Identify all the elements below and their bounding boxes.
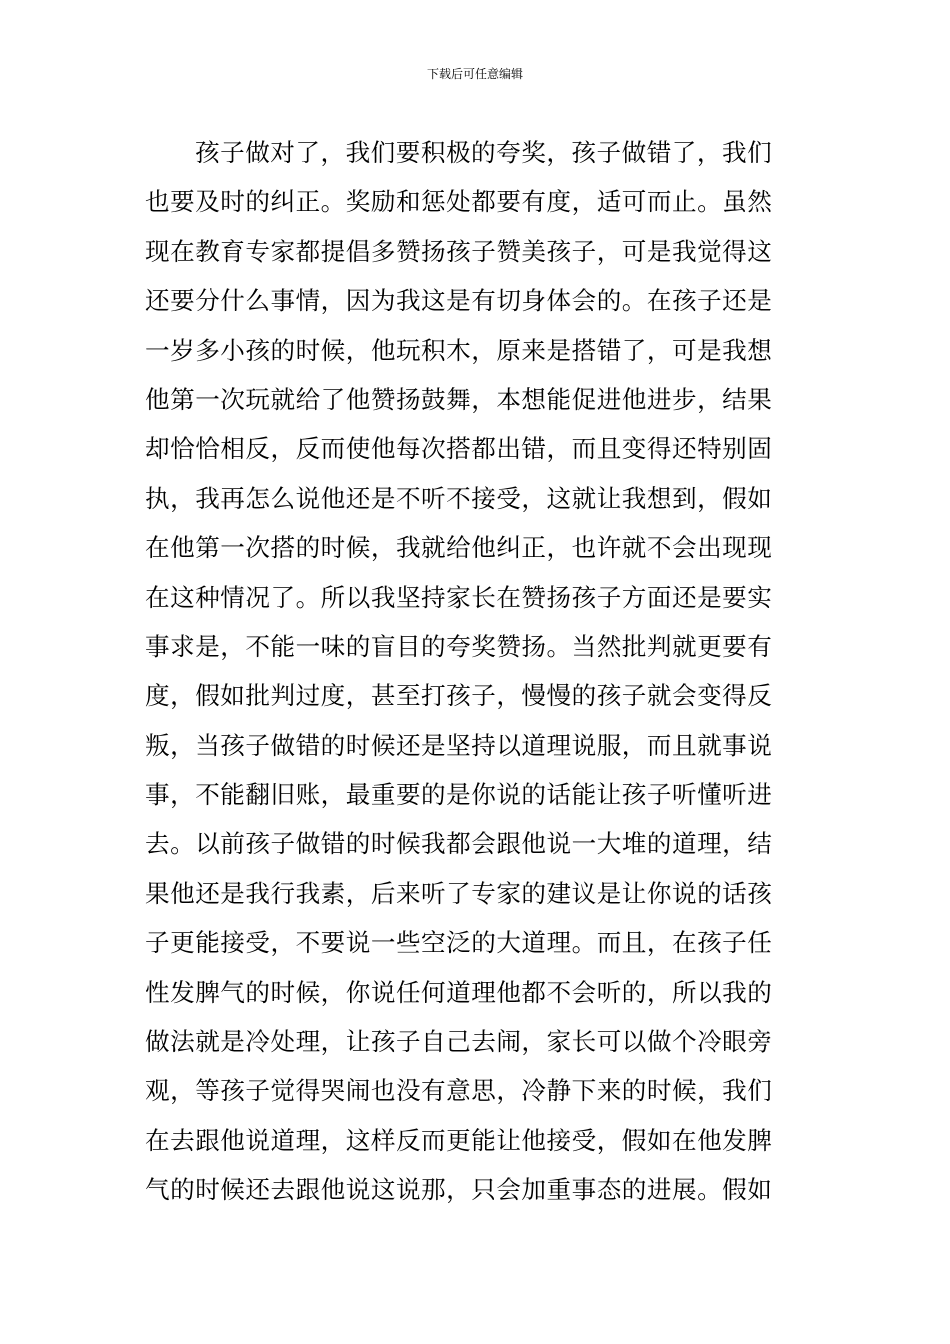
text-line: 还要分什么事情，因为我这是有切身体会的。在孩子还是 <box>145 286 773 316</box>
text-line: 一岁多小孩的时候，他玩积木，原来是搭错了，可是我想 <box>145 335 773 365</box>
text-line: 现在教育专家都提倡多赞扬孩子赞美孩子，可是我觉得这 <box>145 236 773 266</box>
text-line: 做法就是冷处理，让孩子自己去闹，家长可以做个冷眼旁 <box>145 1027 773 1057</box>
text-line: 观，等孩子觉得哭闹也没有意思，冷静下来的时候，我们 <box>145 1076 773 1106</box>
text-line: 果他还是我行我素，后来听了专家的建议是让你说的话孩 <box>145 878 773 908</box>
text-line: 也要及时的纠正。奖励和惩处都要有度，适可而止。虽然 <box>145 187 773 217</box>
text-line: 事，不能翻旧账，最重要的是你说的话能让孩子听懂听进 <box>145 780 773 810</box>
text-line: 去。以前孩子做错的时候我都会跟他说一大堆的道理，结 <box>145 829 773 859</box>
text-line: 子更能接受，不要说一些空泛的大道理。而且，在孩子任 <box>145 928 773 958</box>
text-line: 执，我再怎么说他还是不听不接受，这就让我想到，假如 <box>145 483 773 513</box>
text-line: 在去跟他说道理，这样反而更能让他接受，假如在他发脾 <box>145 1125 773 1155</box>
text-line: 气的时候还去跟他说这说那，只会加重事态的进展。假如 <box>145 1175 773 1205</box>
body-paragraph <box>145 128 810 1215</box>
text-line: 他第一次玩就给了他赞扬鼓舞，本想能促进他进步，结果 <box>145 384 773 414</box>
text-line: 孩子做对了，我们要积极的夸奖，孩子做错了，我们 <box>195 138 773 167</box>
text-line: 度，假如批判过度，甚至打孩子，慢慢的孩子就会变得反 <box>145 681 773 711</box>
text-line: 在这种情况了。所以我坚持家长在赞扬孩子方面还是要实 <box>145 582 773 612</box>
text-line: 在他第一次搭的时候，我就给他纠正，也许就不会出现现 <box>145 533 773 563</box>
text-line: 却恰恰相反，反而使他每次搭都出错，而且变得还特别固 <box>145 434 773 464</box>
text-line: 事求是，不能一味的盲目的夸奖赞扬。当然批判就更要有 <box>145 631 773 661</box>
text-line: 性发脾气的时候，你说任何道理他都不会听的，所以我的 <box>145 977 773 1007</box>
text-line: 叛，当孩子做错的时候还是坚持以道理说服，而且就事说 <box>145 730 773 760</box>
page-header-note: 下载后可任意编辑 <box>426 67 523 81</box>
